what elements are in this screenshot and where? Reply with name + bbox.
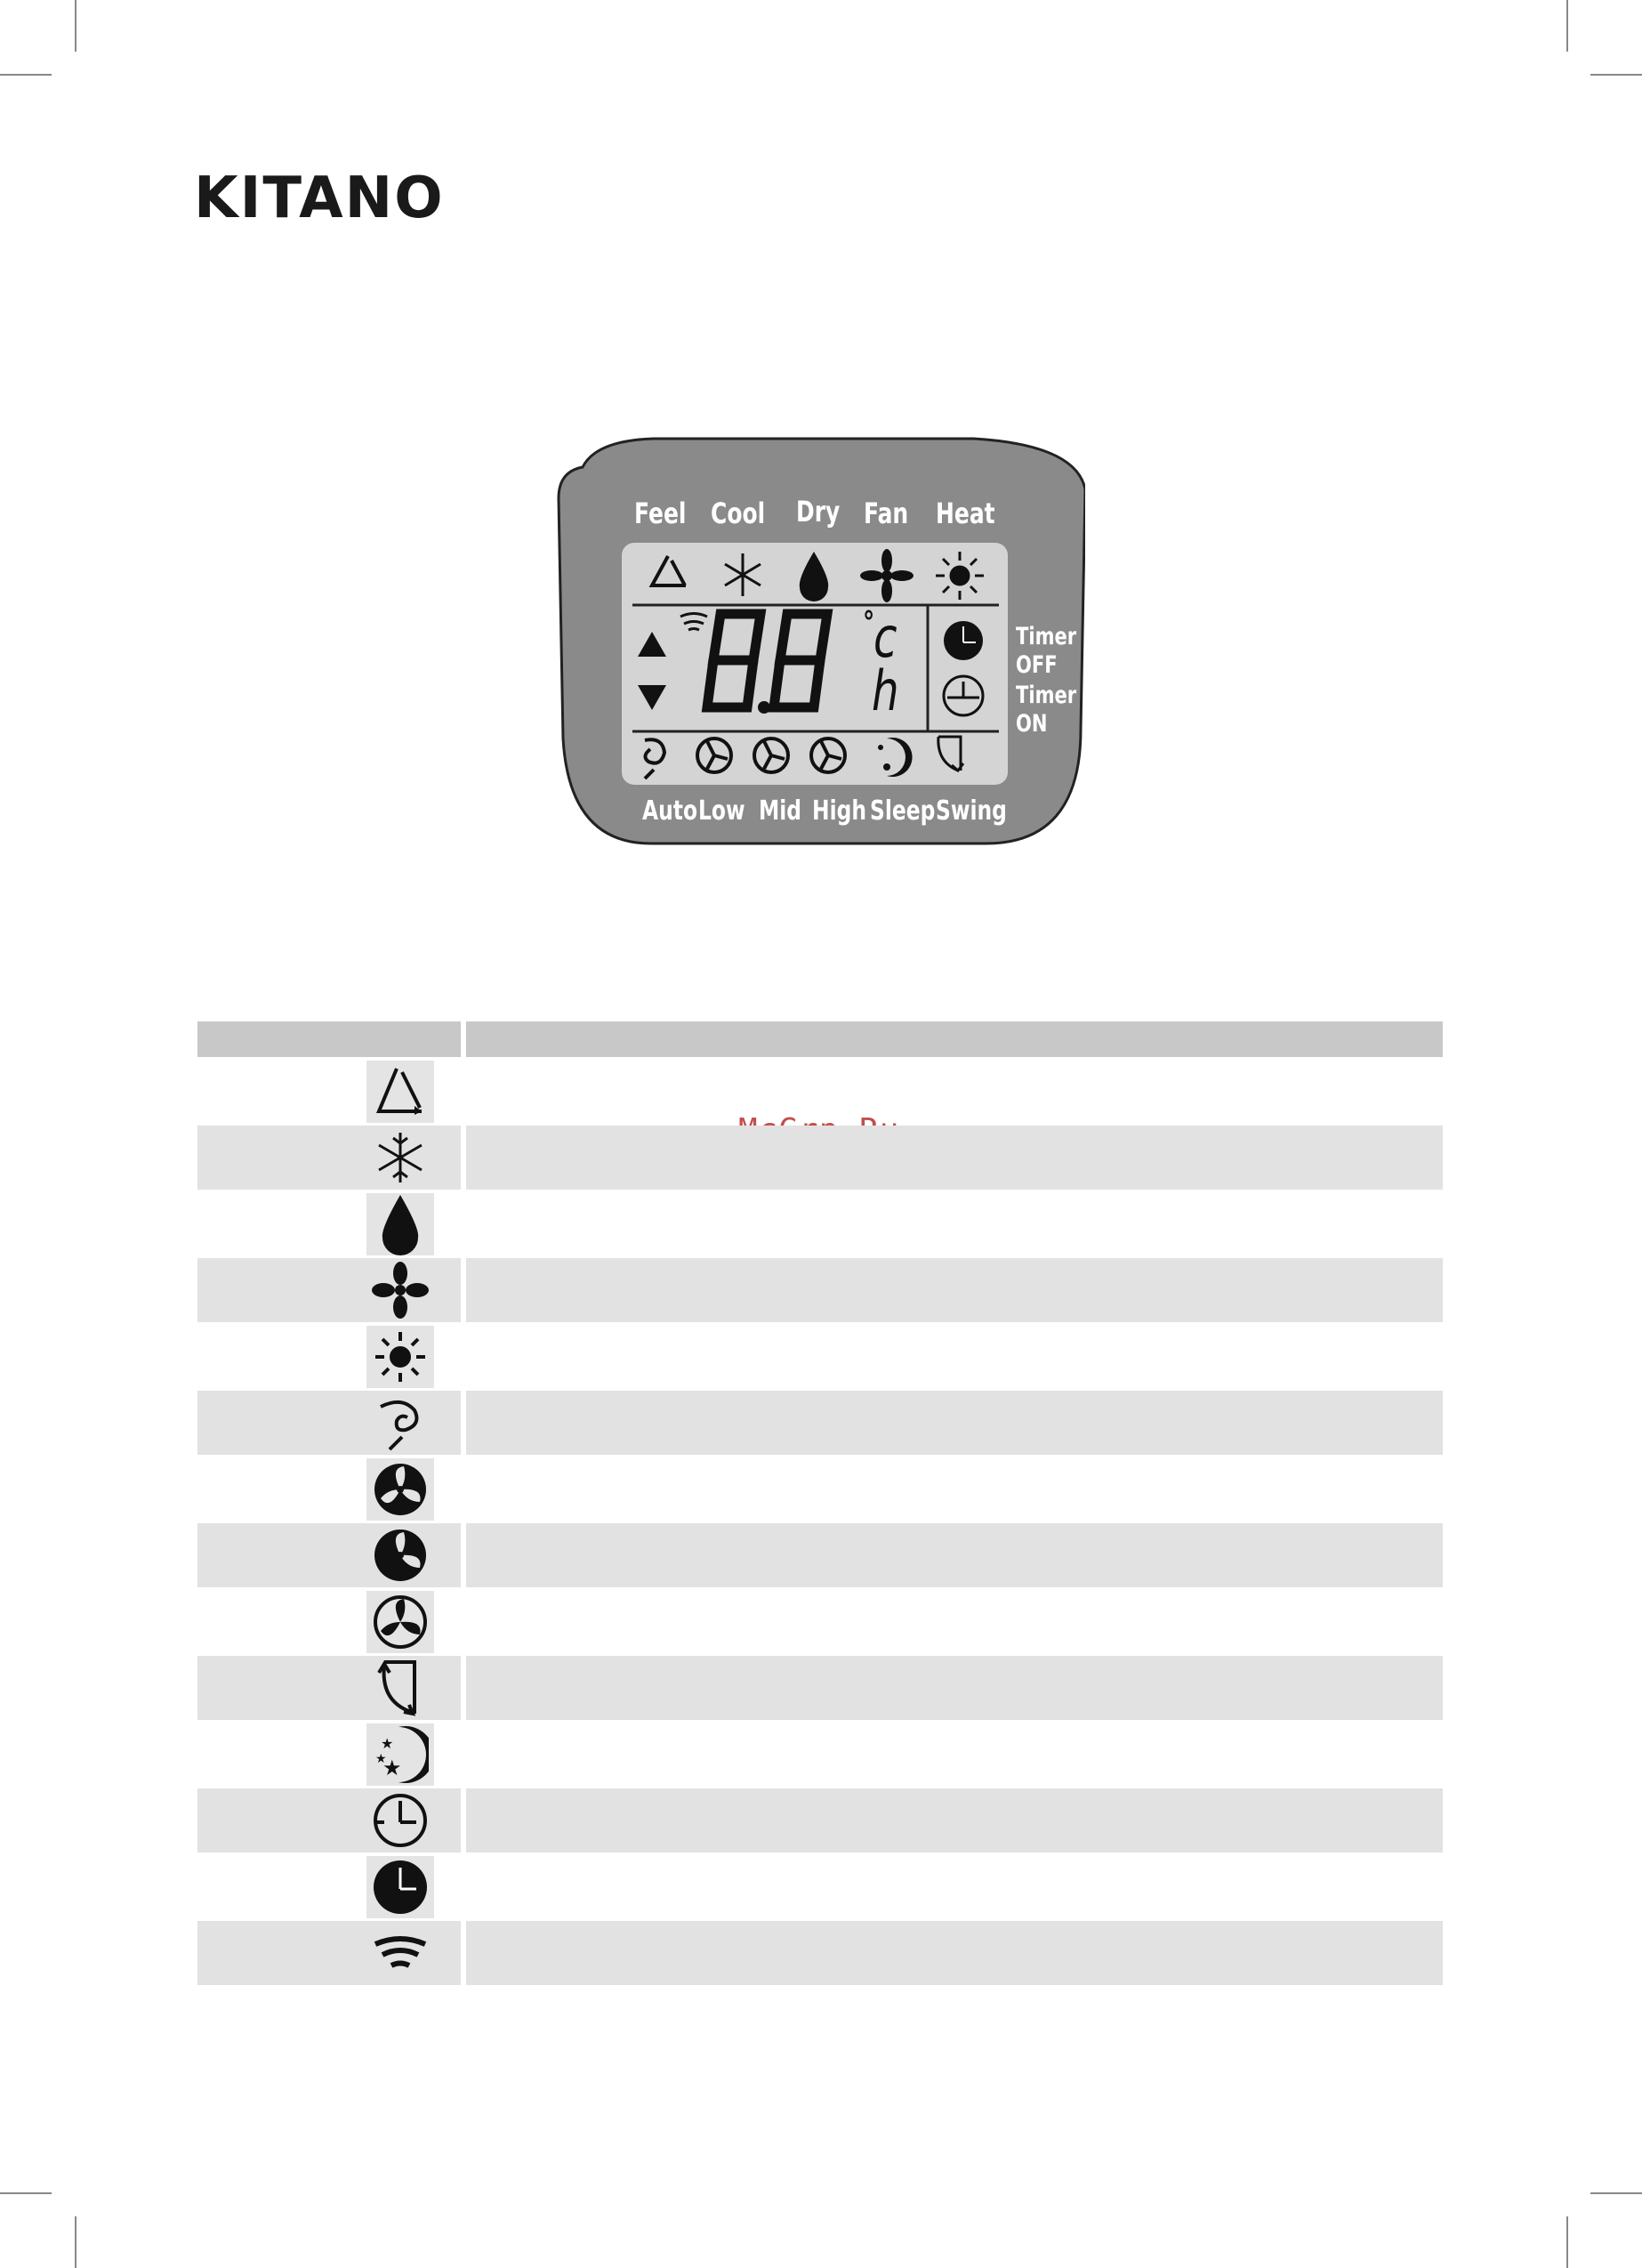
- fan-high-icon: [366, 1591, 434, 1653]
- table-row: [197, 1523, 1443, 1587]
- remote-display: [556, 436, 1085, 845]
- mode-label-cool: Cool: [711, 496, 766, 530]
- table-row: [197, 1455, 1443, 1523]
- mode-label-dry: Dry: [796, 495, 841, 529]
- swing-icon: [366, 1657, 434, 1719]
- svg-text:★: ★: [382, 1755, 402, 1780]
- table-row: [197, 1258, 1443, 1322]
- description-cell: [466, 1322, 1443, 1391]
- icon-cell: [197, 1126, 461, 1190]
- sleep-moon-icon: [366, 1723, 434, 1786]
- icon-cell: [197, 1788, 461, 1852]
- table-row: [197, 1587, 1443, 1656]
- sun-icon: [936, 552, 984, 600]
- unit-celsius: c: [873, 605, 897, 670]
- crop-mark: [1590, 2192, 1642, 2194]
- icon-table: [197, 1021, 1443, 1985]
- mode-label-fan: Fan: [864, 496, 909, 530]
- description-cell: [466, 1852, 1443, 1921]
- decimal-point: [758, 701, 770, 714]
- brand-logo: KITANO: [194, 165, 445, 231]
- mode-label-feel: Feel: [634, 496, 687, 530]
- table-row: [197, 1391, 1443, 1455]
- crop-mark: [1590, 74, 1642, 76]
- icon-cell: [197, 1057, 461, 1126]
- description-cell: [466, 1190, 1443, 1258]
- feel-triangle-icon: [366, 1061, 434, 1123]
- description-cell: [466, 1126, 1443, 1190]
- crop-mark: [75, 2216, 76, 2268]
- icon-cell: [197, 1455, 461, 1523]
- description-cell: [466, 1057, 1443, 1126]
- auto-fan-icon: [366, 1392, 434, 1454]
- timer-off-label-1: Timer: [1016, 623, 1077, 650]
- mode-label-heat: Heat: [936, 496, 995, 530]
- timer-off-label-2: OFF: [1016, 651, 1058, 679]
- icon-cell: [197, 1258, 461, 1322]
- fan-label-swing: Swing: [936, 795, 1007, 827]
- unit-hours: h: [872, 658, 899, 723]
- table-row: [197, 1126, 1443, 1190]
- timer-on-label: [1016, 682, 1076, 739]
- header-cell: [197, 1021, 461, 1057]
- timer-on-label-1: Timer: [1016, 682, 1077, 709]
- icon-cell: [197, 1391, 461, 1455]
- svg-text:★: ★: [381, 1734, 394, 1752]
- fan-mid-icon: [366, 1524, 434, 1586]
- crop-mark: [75, 0, 76, 52]
- timer-off-label: [1016, 623, 1076, 680]
- fan-label-high: High: [812, 795, 867, 827]
- description-cell: [466, 1258, 1443, 1322]
- degree-sign: °: [863, 605, 875, 641]
- icon-cell: [197, 1720, 461, 1788]
- description-cell: [466, 1788, 1443, 1852]
- timer-off-clock-icon: [944, 621, 983, 660]
- description-cell: [466, 1720, 1443, 1788]
- description-cell: [466, 1587, 1443, 1656]
- icon-cell: [197, 1656, 461, 1720]
- table-header: [197, 1021, 1443, 1057]
- header-cell: [466, 1021, 1443, 1057]
- description-cell: [466, 1656, 1443, 1720]
- description-cell: [466, 1921, 1443, 1985]
- fan-low-icon: [366, 1458, 434, 1521]
- icon-cell: [197, 1921, 461, 1985]
- crop-mark: [1566, 2216, 1568, 2268]
- table-row: [197, 1788, 1443, 1852]
- snowflake-icon: [366, 1126, 434, 1189]
- description-cell: [466, 1523, 1443, 1587]
- table-row: [197, 1322, 1443, 1391]
- fan-label-sleep: Sleep: [870, 795, 936, 827]
- icon-cell: [197, 1190, 461, 1258]
- description-cell: [466, 1455, 1443, 1523]
- crop-mark: [1566, 0, 1568, 52]
- signal-icon: [366, 1922, 434, 1984]
- table-row: [197, 1656, 1443, 1720]
- water-drop-icon: [366, 1193, 434, 1255]
- fan-label-mid: Mid: [759, 795, 802, 827]
- icon-cell: [197, 1523, 461, 1587]
- table-row: [197, 1720, 1443, 1788]
- timer-on-label-2: ON: [1016, 710, 1048, 738]
- table-row: [197, 1190, 1443, 1258]
- sun-icon: [366, 1326, 434, 1388]
- table-row: [197, 1057, 1443, 1126]
- crop-mark: [0, 2192, 52, 2194]
- icon-cell: [197, 1322, 461, 1391]
- fan-label-low: Low: [698, 795, 745, 827]
- description-cell: [466, 1391, 1443, 1455]
- fan-label-auto: Auto: [642, 795, 698, 827]
- table-row: [197, 1921, 1443, 1985]
- timer-on-clock-icon: [366, 1789, 434, 1852]
- timer-off-clock-icon: [366, 1856, 434, 1918]
- svg-text:★: ★: [375, 1751, 387, 1766]
- fan-icon: [366, 1259, 434, 1321]
- icon-cell: [197, 1852, 461, 1921]
- table-row: [197, 1852, 1443, 1921]
- icon-cell: [197, 1587, 461, 1656]
- crop-mark: [0, 74, 52, 76]
